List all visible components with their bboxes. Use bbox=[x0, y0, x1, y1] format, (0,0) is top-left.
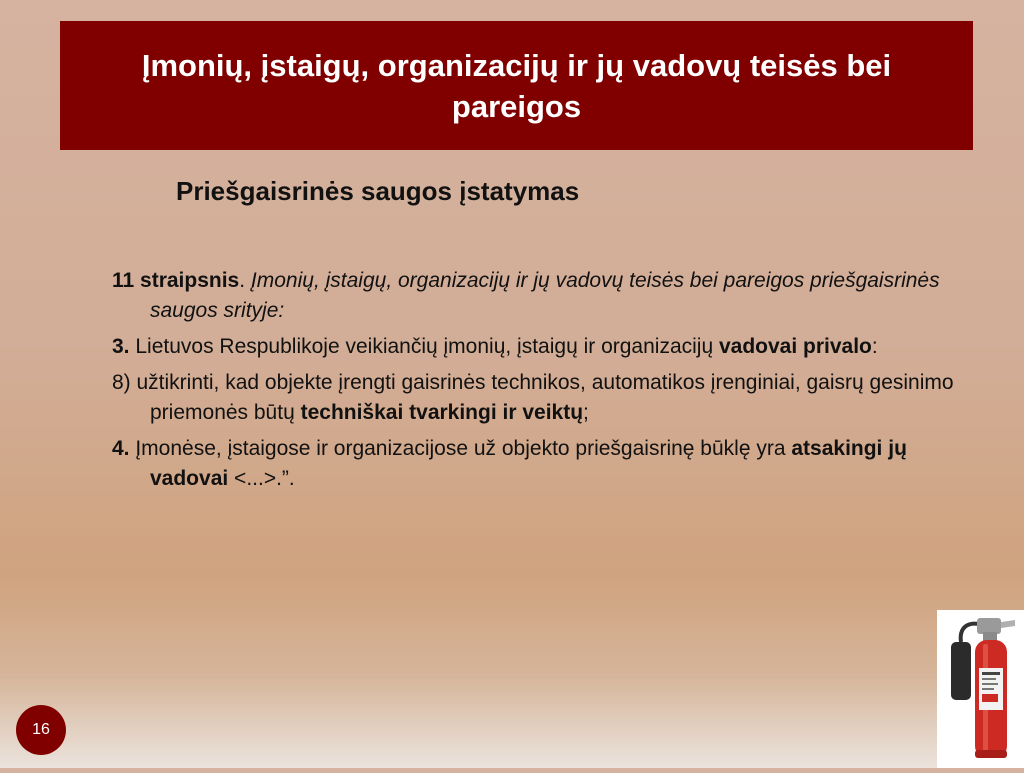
clause-3-number: 3. bbox=[112, 335, 130, 358]
clause-4-paragraph bbox=[112, 434, 962, 494]
page-number-badge bbox=[16, 705, 66, 755]
clause-4-number: 4. bbox=[112, 437, 130, 460]
article-heading-paragraph bbox=[112, 266, 962, 326]
clause-4-emphasis: atsakingi jų vadovai bbox=[150, 437, 907, 490]
clause-3-emphasis: vadovai privalo bbox=[718, 335, 872, 358]
page-title: Įmonių, įstaigų, organizacijų ir jų vadovų teisės bei pareigos bbox=[141, 47, 892, 124]
extinguisher-image bbox=[937, 610, 1024, 768]
clause-3-paragraph bbox=[112, 332, 962, 362]
subtitle: Priešgaisrinės saugos įstatymas bbox=[176, 176, 580, 206]
clause-4-end: <...>.”. bbox=[228, 467, 295, 490]
article-title: Įmonių, įstaigų, organizacijų ir jų vadovų teisės bei pareigos priešgaisrinės saugos srityje: bbox=[150, 269, 940, 322]
clause-8-end: ; bbox=[583, 401, 589, 424]
fire-extinguisher-icon bbox=[937, 610, 1024, 768]
page-number: 16 bbox=[32, 721, 50, 738]
clause-3-end: : bbox=[871, 335, 878, 358]
clause-8-emphasis: techniškai tvarkingi ir veiktų bbox=[300, 401, 584, 424]
article-number: 11 straipsnis bbox=[112, 269, 240, 292]
clause-8-paragraph bbox=[112, 368, 962, 428]
clause-4-text: Įmonėse, įstaigose ir organizacijose už objekto priešgaisrinę būklę yra bbox=[129, 437, 792, 460]
clause-8-text: 8) užtikrinti, kad objekte įrengti gaisrinės technikos, automatikos įrenginiai, gaisrų gesinimo priemonės būtų bbox=[112, 371, 954, 424]
article-separator: . bbox=[239, 269, 251, 292]
title-bar bbox=[60, 21, 973, 150]
clause-3-text: Lietuvos Respublikoje veikiančių įmonių, įstaigų ir organizacijų bbox=[129, 335, 719, 358]
article-body bbox=[112, 266, 962, 500]
